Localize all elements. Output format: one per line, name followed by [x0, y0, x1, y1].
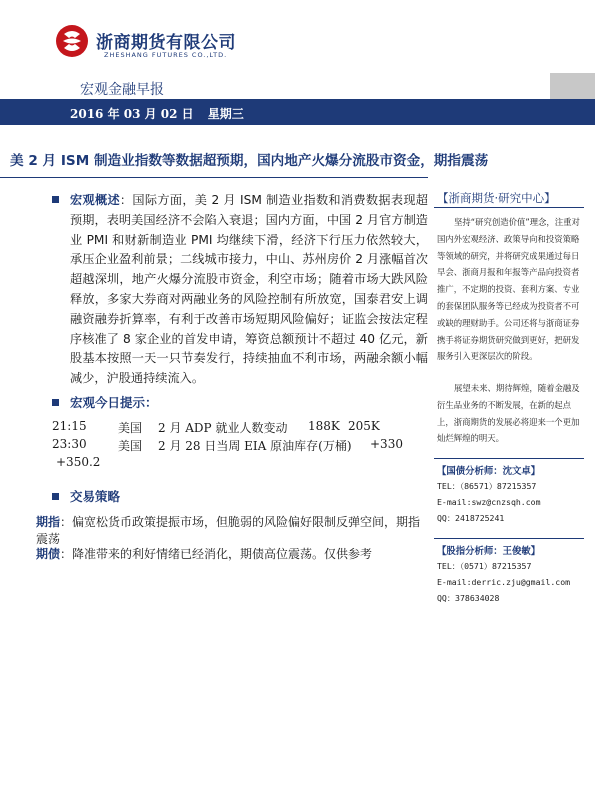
analyst-qq: QQ：378634028 — [437, 593, 500, 603]
sidebar-title: 【浙商期货·研究中心】 — [437, 191, 556, 205]
company-logo-icon — [55, 24, 89, 58]
analyst-email: E-mail:swz@cnzsqh.com — [437, 497, 541, 507]
row-forecast: 205K — [348, 419, 380, 433]
row-actual: +330 — [370, 437, 403, 451]
sidebar-outlook: 展望未来、期待辉煌，随着金融及衍生品业务的不断发展，在新的起点上，浙商期货的发展必将迎来一个更加灿烂辉煌的明天。 — [437, 383, 580, 444]
analyst-email: E-mail:derric.zju@gmail.com — [437, 577, 571, 587]
page-title: 美 2 月 ISM 制造业指数等数据超预期，国内地产火爆分流股市资金，期指震荡 — [10, 153, 489, 169]
row-time: 21:15 — [52, 419, 87, 433]
row-prior: +350.2 — [56, 455, 101, 469]
analyst-qq: QQ：2418725241 — [437, 513, 505, 523]
row-event: 2 月 ADP 就业人数变动 — [158, 421, 288, 435]
analyst-tel: TEL：（0571）87215357 — [437, 561, 532, 571]
analyst-tel: TEL：（86571）87215357 — [437, 481, 537, 491]
date-value: 2016 年 03 月 02 日 — [70, 107, 194, 121]
strategy-label: 期债 — [36, 547, 61, 561]
overview-text: ：国际方面，美 2 月 ISM 制造业指数和消费数据表现超预期，表明美国经济不会陷入衰退；国内方面，中国 2 月官方制造业 PMI 和财新制造业 PMI 均继续下滑，经济下行压力依然较大，承压企业盈利前景；二线城市接力，中山、苏州房价 2 月涨幅首次超越深圳，地产火爆分流股市资金，利空市场；随着市场大跌风险释放，多家大券商对两融业务的风险控制有所放宽，国泰君安上调融资融券折算率，有利于改善市场短期风险偏好；证监会按法定程序核准了 8 家企业的首发申请，筹资总额预计不超过 40 亿元，新股基本按照一天一只节奏发行，持续抽血不利市场，两融余额小幅减少，沪股通持续流入。 — [70, 193, 428, 386]
sidebar-intro: 坚持“研究创造价值”理念，注重对国内外宏观经济、政策导向和投资策略等领域的研究，并将研究成果通过每日早会、浙商月报和年报等产品向投资者推广，不定期的投资、套利方案、专业的套保团队服务等已经成为投资者不可或缺的理财助手。公司还将与浙商证券携手将证券期货研究做到更好，把研发服务引入更深层次的阶段。 — [437, 217, 580, 362]
strategy-text: ：偏宽松货币政策提振市场，但脆弱的风险偏好限制反弹空间，期指震荡 — [36, 515, 421, 546]
report-type: 宏观金融早报 — [80, 82, 164, 98]
table-row — [52, 419, 87, 433]
company-name-cn: 浙商期货有限公司 — [96, 33, 236, 53]
row-time: 23:30 — [52, 437, 87, 451]
header-accent-box — [550, 73, 595, 99]
overview-paragraph — [70, 191, 428, 389]
analyst-title: 【国债分析师：沈文卓】 — [437, 466, 541, 477]
bullet-icon — [52, 196, 59, 203]
strategy-item-bond-futures — [36, 546, 428, 563]
strategy-item-index-futures — [36, 514, 428, 548]
sidebar-divider — [434, 458, 584, 459]
today-section-title: 宏观今日提示： — [70, 395, 158, 410]
report-date — [70, 105, 244, 122]
sidebar-divider — [434, 207, 584, 208]
weekday: 星期三 — [207, 107, 244, 121]
row-actual: 188K — [308, 419, 340, 433]
bullet-icon — [52, 399, 59, 406]
overview-label: 宏观概述 — [70, 193, 120, 207]
row-country: 美国 — [118, 421, 143, 435]
table-row — [52, 437, 87, 451]
strategy-section-title: 交易策略 — [70, 489, 121, 504]
strategy-label: 期指 — [36, 515, 61, 529]
sidebar-divider — [434, 538, 584, 539]
row-event: 2 月 28 日当周 EIA 原油库存(万桶) — [158, 439, 352, 453]
company-name-en: ZHESHANG FUTURES CO.,LTD. — [104, 51, 228, 59]
bullet-icon — [52, 493, 59, 500]
row-country: 美国 — [118, 439, 143, 453]
strategy-text: ：降准带来的利好情绪已经消化，期债高位震荡。仅供参考 — [60, 547, 373, 561]
headline-divider — [0, 177, 428, 178]
analyst-title: 【股指分析师：王俊敏】 — [437, 546, 541, 557]
